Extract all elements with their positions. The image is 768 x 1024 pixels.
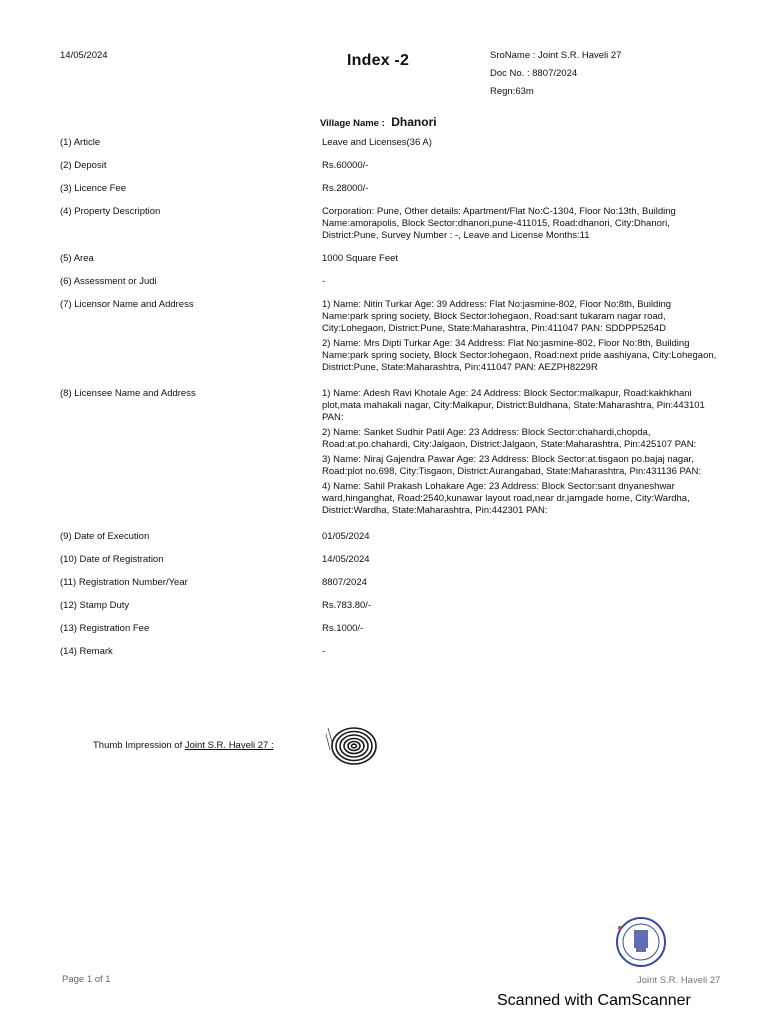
row-value: Rs.60000/- <box>322 160 369 171</box>
sro-name: SroName : Joint S.R. Haveli 27 <box>490 50 622 61</box>
row-licence-fee <box>60 183 720 195</box>
row-registration-number <box>60 577 720 589</box>
row-value: Rs.783.80/- <box>322 600 372 611</box>
row-label: (8) Licensee Name and Address <box>60 388 196 399</box>
row-value <box>322 299 720 377</box>
row-label: (13) Registration Fee <box>60 623 150 634</box>
index-table <box>60 137 720 669</box>
document-title: Index -2 <box>347 52 410 69</box>
fingerprint-svg <box>322 720 382 770</box>
row-label: (6) Assessment or Judi <box>60 276 157 287</box>
row-licensor <box>60 299 720 377</box>
licensor-entry: 1) Name: Nitin Turkar Age: 39 Address: Flat No:jasmine-802, Floor No:8th, Building Name:park spring society, Block Sector:lohegaon, Road:sant tukaram nagar road, City:Lohegaon, District:Pune, State:Maharashtra, Pin:411047 PAN: SDDPP5254D <box>322 299 672 334</box>
row-value: 14/05/2024 <box>322 554 370 565</box>
licensee-entry: 2) Name: Sanket Sudhir Patil Age: 23 Address: Block Sector:chahardi,chopda, Road:at.po.chahardi, City:Jalgaon, District:Jalgaon, State:Maharashtra, Pin:425107 PAN: <box>322 427 697 450</box>
row-deposit <box>60 160 720 172</box>
page-number: Page 1 of 1 <box>62 974 111 985</box>
licensee-entry: 3) Name: Niraj Gajendra Pawar Age: 23 Address: Block Sector:at.tisgaon po.bajaj nagar, Road:plot no.698, City:Tisgaon, District:Aurangabad, State:Maharashtra, Pin:431136 PAN: <box>322 454 701 477</box>
licensee-entry: 4) Name: Sahil Prakash Lohakare Age: 23 Address: Block Sector:sant dnyaneshwar ward,hinganghat, Road:2540,kunawar layout road,near dr.jamgade home, City:Wardha, District:Wardha, State:Maharashtra, Pin:442301 PAN: <box>322 481 690 516</box>
row-value: Rs.1000/- <box>322 623 364 634</box>
licensee-entry: 1) Name: Adesh Ravi Khotale Age: 24 Address: Block Sector:malkapur, Road:kakhkhani plot,mata mahakali nagar, City:Malkapur, District:Buldhana, State:Maharashtra, Pin:443101 PAN: <box>322 388 705 423</box>
row-label: (14) Remark <box>60 646 113 657</box>
row-assessment <box>60 276 720 288</box>
government-seal-icon <box>608 916 674 968</box>
village-label: Village Name : <box>320 118 385 129</box>
regn: Regn:63m <box>490 86 534 97</box>
row-label: (1) Article <box>60 137 101 148</box>
row-value: 01/05/2024 <box>322 531 370 542</box>
village-name <box>320 113 437 131</box>
row-value: 8807/2024 <box>322 577 367 588</box>
document-date: 14/05/2024 <box>60 50 108 61</box>
row-article <box>60 137 720 149</box>
row-label: (11) Registration Number/Year <box>60 577 188 588</box>
row-label: (9) Date of Execution <box>60 531 150 542</box>
camscanner-watermark: Scanned with CamScanner <box>497 992 691 1009</box>
row-value <box>322 388 720 520</box>
row-remark <box>60 646 720 658</box>
row-label: (12) Stamp Duty <box>60 600 130 611</box>
row-licensee <box>60 388 720 520</box>
row-value: Corporation: Pune, Other details: Apartment/Flat No:C-1304, Floor No:13th, Building Name:amorapolis, Block Sector:dhanori,pune-411015, Road:dhanori, City:Dhanori, District:Pune, Survey Number : -, Leave and License Months:11 <box>322 206 676 241</box>
row-value: - <box>322 276 326 287</box>
thumb-prefix: Thumb Impression of <box>93 740 185 751</box>
row-date-of-registration <box>60 554 720 566</box>
row-registration-fee <box>60 623 720 635</box>
row-value: 1000 Square Feet <box>322 253 399 264</box>
fingerprint-icon <box>322 720 382 770</box>
row-value: Rs.28000/- <box>322 183 369 194</box>
row-value: Leave and Licenses(36 A) <box>322 137 432 148</box>
seal-caption: Joint S.R. Haveli 27 <box>637 975 721 986</box>
row-value: - <box>322 646 326 657</box>
row-property-description <box>60 206 720 242</box>
doc-number: Doc No. : 8807/2024 <box>490 68 578 79</box>
sro-details <box>490 50 760 104</box>
row-date-of-execution <box>60 531 720 543</box>
row-label: (7) Licensor Name and Address <box>60 299 194 310</box>
row-area <box>60 253 720 265</box>
row-label: (3) Licence Fee <box>60 183 127 194</box>
thumb-officer: Joint S.R. Haveli 27 : <box>184 740 274 751</box>
village-value: Dhanori <box>391 115 437 129</box>
row-label: (2) Deposit <box>60 160 107 171</box>
seal-svg <box>608 916 674 968</box>
row-stamp-duty <box>60 600 720 612</box>
row-label: (10) Date of Registration <box>60 554 164 565</box>
row-label: (5) Area <box>60 253 94 264</box>
thumb-impression-line <box>93 740 274 752</box>
licensor-entry: 2) Name: Mrs Dipti Turkar Age: 34 Address: Flat No:jasmine-802, Floor No:8th, Building Name:park spring society, Block Sector:lohegaon, Road:next pride aashiyana, City:Lohegaon, District:Pune, State:Maharashtra, Pin:411047 PAN: AEZPH8229R <box>322 338 717 373</box>
row-label: (4) Property Description <box>60 206 161 217</box>
